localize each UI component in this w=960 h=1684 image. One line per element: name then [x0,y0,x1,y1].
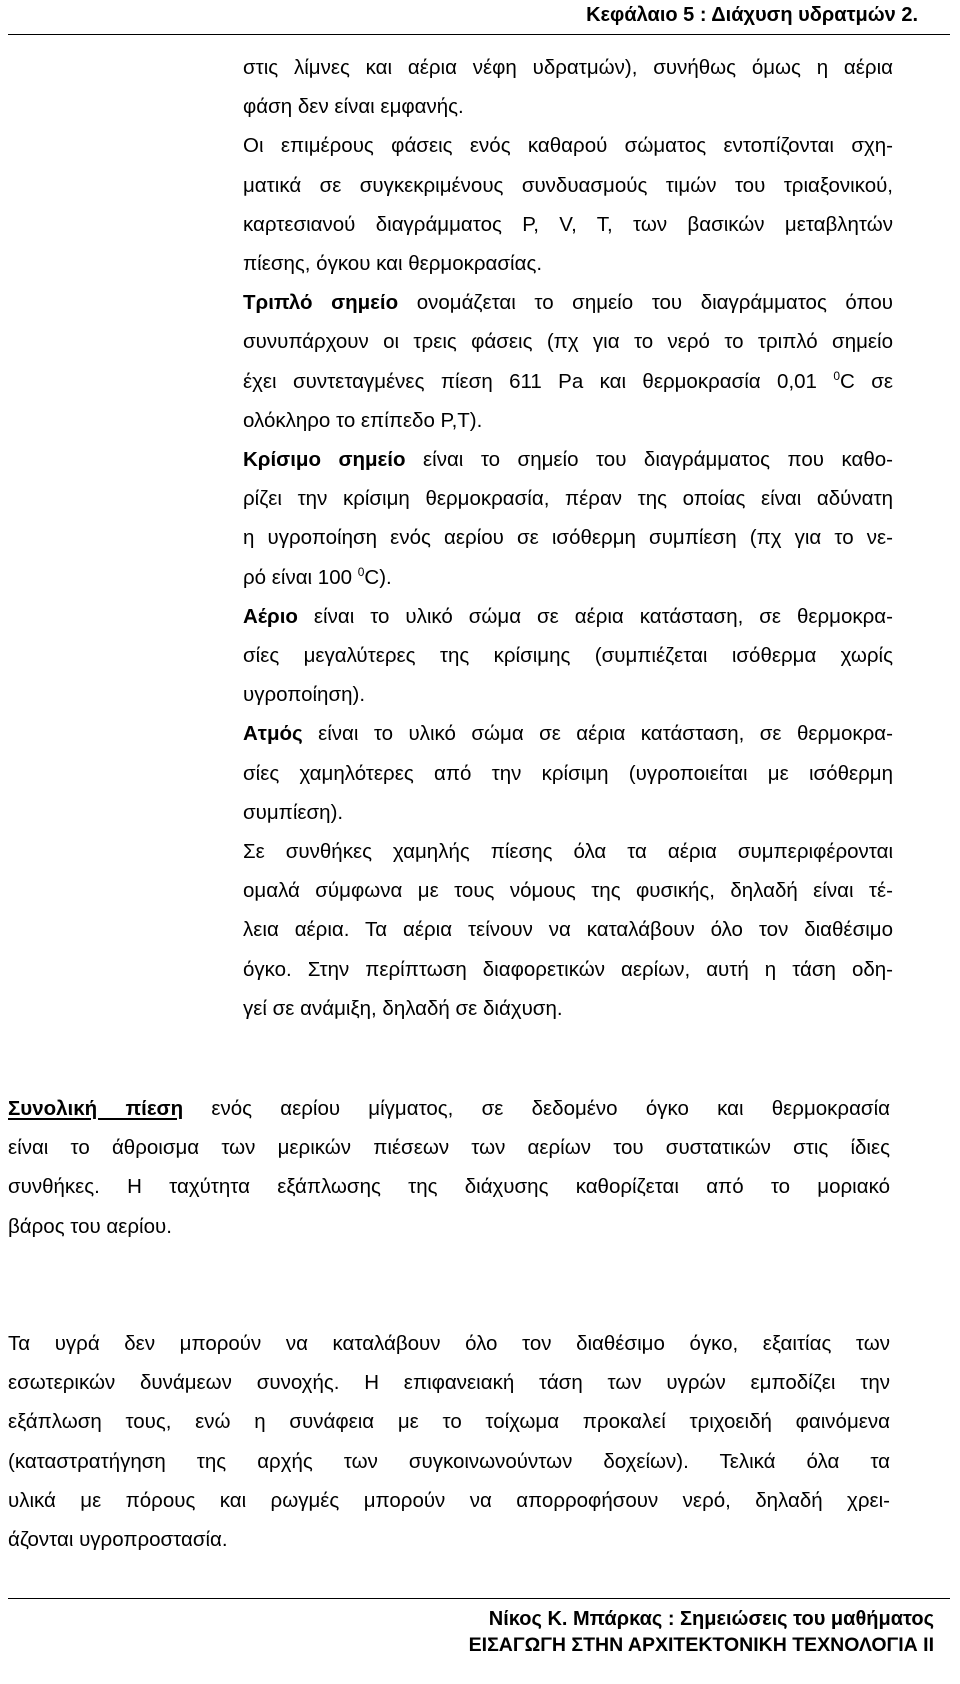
text-line: ματικά σε συγκεκριμένους συνδυασμούς τιμών του τριαξονικού, [243,173,893,197]
indented-text-block [243,48,893,1028]
text-line [243,283,893,322]
text-line: υγροποίηση). [243,683,366,707]
term-vapour: Ατμός [243,722,303,746]
text-line [243,714,893,753]
text-line: συμπίεση). [243,800,344,824]
text-line: Σε συνθήκες χαμηλής πίεσης όλα τα αέρια συμπεριφέρονται [243,840,893,864]
text-line: εσωτερικών δυνάμεων συνοχής. Η επιφανειακή τάση των υγρών εμποδίζει την [8,1371,890,1395]
text-line: στις λίμνες και αέρια νέφη υδρατμών), συνήθως όμως η αέρια [243,56,893,79]
text-fragment: είναι το υλικό σώμα σε αέρια κατάσταση, σε θερμοκρα- [302,722,893,746]
text-line: συνθήκες. Η ταχύτητα εξάπλωσης της διάχυσης καθορίζεται από το μοριακό [8,1175,890,1199]
paragraph-vapour [243,714,893,832]
paragraph-total-pressure [8,1089,890,1246]
text-line: συνυπάρχουν οι τρεις φάσεις (πχ για το νερό το τριπλό σημείο [243,330,893,354]
text-line: Οι επιμέρους φάσεις ενός καθαρού σώματος εντοπίζονται σχη- [243,134,893,158]
text-fragment: είναι το υλικό σώμα σε αέρια κατάσταση, σε θερμοκρα- [297,604,893,628]
term-gas: Αέριο [243,604,298,628]
text-line: εξάπλωση τους, ενώ η συνάφεια με το τοίχωμα προκαλεί τριχοειδή φαινόμενα [8,1410,890,1434]
text-fragment: C). [364,565,392,589]
degree-superscript: 0 [357,564,365,579]
text-line: (καταστρατήγηση της αρχής των συγκοινωνούντων δοχείων). Τελικά όλα τα [8,1449,890,1473]
term-total-pressure: Συνολική πίεση [8,1097,184,1120]
paragraph-gas-phase [243,48,893,126]
text-line [243,597,893,636]
term-critical-point: Κρίσιμο σημείο [243,448,406,472]
text-line: ολόκληρο το επίπεδο P,T). [243,408,483,432]
footer-author: Νίκος Κ. Μπάρκας : Σημειώσεις του μαθήματος [488,1608,934,1630]
paragraph-gas [243,597,893,715]
text-line: σίες χαμηλότερες από την κρίσιμη (υγροποιείται με ισόθερμη [243,761,893,785]
text-line: η υγροποίηση ενός αερίου σε ισόθερμη συμπίεση (πχ για το νε- [243,526,893,550]
text-line: σίες μεγαλύτερες της κρίσιμης (συμπιέζεται ισόθερμα χωρίς [243,644,893,668]
text-line [243,362,893,401]
running-header: Κεφάλαιο 5 : Διάχυση υδρατμών 2. [586,4,918,26]
text-line: καρτεσιανού διαγράμματος P, V, T, των βασικών μεταβλητών [243,212,893,236]
paragraph-phases [243,126,893,283]
text-fragment: ρό είναι 100 [243,565,358,589]
text-line: φάση δεν είναι εμφανής. [243,95,464,119]
degree-superscript: 0 [833,368,841,383]
text-fragment: C σε [840,369,893,393]
text-line: βάρος του αερίου. [8,1214,172,1238]
text-fragment: είναι το σημείο του διαγράμματος που καθο- [405,448,893,472]
paragraph-ideal-gases [243,832,893,1028]
text-fragment: ενός αερίου μίγματος, σε δεδομένο όγκο και θερμοκρασία [183,1097,890,1120]
text-line: είναι το άθροισμα των μερικών πιέσεων των αερίων του συστατικών στις ίδιες [8,1136,890,1160]
term-triple-point: Τριπλό σημείο [243,291,399,315]
text-line: Τα υγρά δεν μπορούν να καταλάβουν όλο τον διαθέσιμο όγκο, εξαιτίας των [8,1332,890,1355]
paragraph-liquids [8,1324,890,1559]
total-pressure-block [8,1089,890,1246]
text-fragment: έχει συντεταγμένες πίεση 611 Pa και θερμοκρασία 0,01 [243,369,834,393]
text-line: υλικά με πόρους και ρωγμές μπορούν να απορροφήσουν νερό, δηλαδή χρει- [8,1488,890,1512]
running-footer [469,1606,934,1658]
text-line: γεί σε ανάμιξη, δηλαδή σε διάχυση. [243,996,563,1020]
text-line: άζονται υγροπροστασία. [8,1528,228,1552]
text-line: όγκο. Στην περίπτωση διαφορετικών αερίων, αυτή η τάση οδη- [243,957,893,981]
text-line [243,558,893,597]
text-line [243,440,893,479]
text-fragment: ονομάζεται το σημείο του διαγράμματος όπου [398,291,893,315]
footer-course: ΕΙΣΑΓΩΓΗ ΣΤΗΝ ΑΡΧΙΤΕΚΤΟΝΙΚΗ ΤΕΧΝΟΛΟΓΙΑ ΙΙ [468,1634,934,1656]
header-rule [8,34,950,35]
text-line: λεια αέρια. Τα αέρια τείνουν να καταλάβουν όλο τον διαθέσιμο [243,918,893,942]
text-line: ομαλά σύμφωνα με τους νόμους της φυσικής, δηλαδή είναι τέ- [243,879,893,903]
liquids-block [8,1324,890,1559]
paragraph-critical-point [243,440,893,597]
text-line: ρίζει την κρίσιμη θερμοκρασία, πέραν της οποίας είναι αδύνατη [243,487,893,511]
text-line [8,1089,890,1128]
text-line: πίεσης, όγκου και θερμοκρασίας. [243,252,543,276]
paragraph-triple-point [243,283,893,440]
footer-rule [8,1598,950,1599]
